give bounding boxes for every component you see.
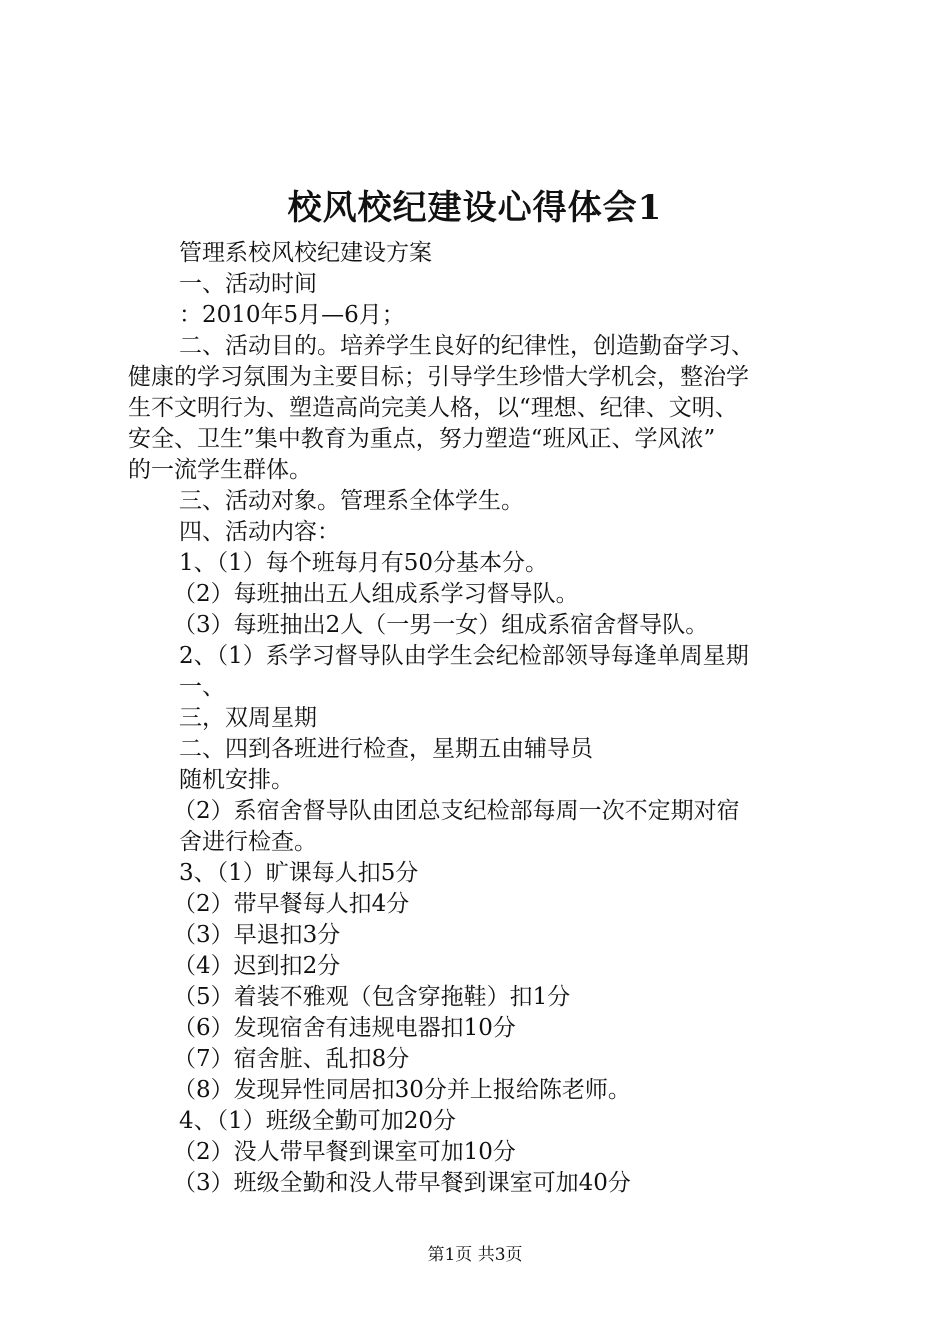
paragraph-line: 4、（1）班级全勤可加20分 (179, 1108, 457, 1134)
paragraph-line: 四、活动内容： (179, 519, 340, 545)
document-title: 校风校纪建设心得体会1 (287, 188, 663, 228)
paragraph-line: 二、活动目的。培养学生良好的纪律性，创造勤奋学习、 (179, 333, 754, 359)
paragraph-line: （5）着装不雅观（包含穿拖鞋）扣1分 (173, 984, 571, 1010)
paragraph-line: （4）迟到扣2分 (173, 953, 341, 979)
paragraph-line: 的一流学生群体。 (128, 457, 312, 483)
paragraph-line: 1、（1）每个班每月有50分基本分。 (179, 550, 549, 576)
paragraph-line: （3）早退扣3分 (173, 922, 341, 948)
paragraph-line: 舍进行检查。 (179, 829, 317, 855)
paragraph-line: （2）系宿舍督导队由团总支纪检部每周一次不定期对宿 (173, 798, 740, 824)
paragraph-line: （8）发现异性同居扣30分并上报给陈老师。 (173, 1077, 631, 1103)
paragraph-line: 随机安排。 (179, 767, 294, 793)
paragraph-line: 健康的学习氛围为主要目标；引导学生珍惜大学机会，整治学 (128, 364, 749, 390)
paragraph-line: 生不文明行为、塑造高尚完美人格，以“理想、纪律、文明、 (128, 395, 738, 421)
paragraph-line: 三，双周星期 (179, 705, 317, 731)
paragraph-line: （2）没人带早餐到课室可加10分 (173, 1139, 516, 1165)
paragraph-line: 一、 (179, 674, 225, 700)
paragraph-line: （2）每班抽出五人组成系学习督导队。 (173, 581, 579, 607)
paragraph-line: （3）班级全勤和没人带早餐到课室可加40分 (173, 1170, 631, 1196)
page-number-footer: 第1页 共3页 (427, 1245, 523, 1265)
document-body (128, 238, 828, 1199)
paragraph-line: （6）发现宿舍有违规电器扣10分 (173, 1015, 516, 1041)
paragraph-line: 安全、卫生”集中教育为重点，努力塑造“班风正、学风浓” (128, 426, 716, 452)
paragraph-line: 一、活动时间 (179, 271, 317, 297)
paragraph-line: ：2010年5月—6月； (179, 302, 405, 328)
paragraph-line: 二、四到各班进行检查，星期五由辅导员 (179, 736, 593, 762)
paragraph-line: 3、（1）旷课每人扣5分 (179, 860, 419, 886)
paragraph-line: （2）带早餐每人扣4分 (173, 891, 410, 917)
paragraph-line: （3）每班抽出2人（一男一女）组成系宿舍督导队。 (173, 612, 709, 638)
paragraph-line: 三、活动对象。管理系全体学生。 (179, 488, 524, 514)
paragraph-line: 2、（1）系学习督导队由学生会纪检部领导每逢单周星期 (179, 643, 749, 669)
paragraph-line: 管理系校风校纪建设方案 (179, 240, 432, 266)
paragraph-line: （7）宿舍脏、乱扣8分 (173, 1046, 410, 1072)
